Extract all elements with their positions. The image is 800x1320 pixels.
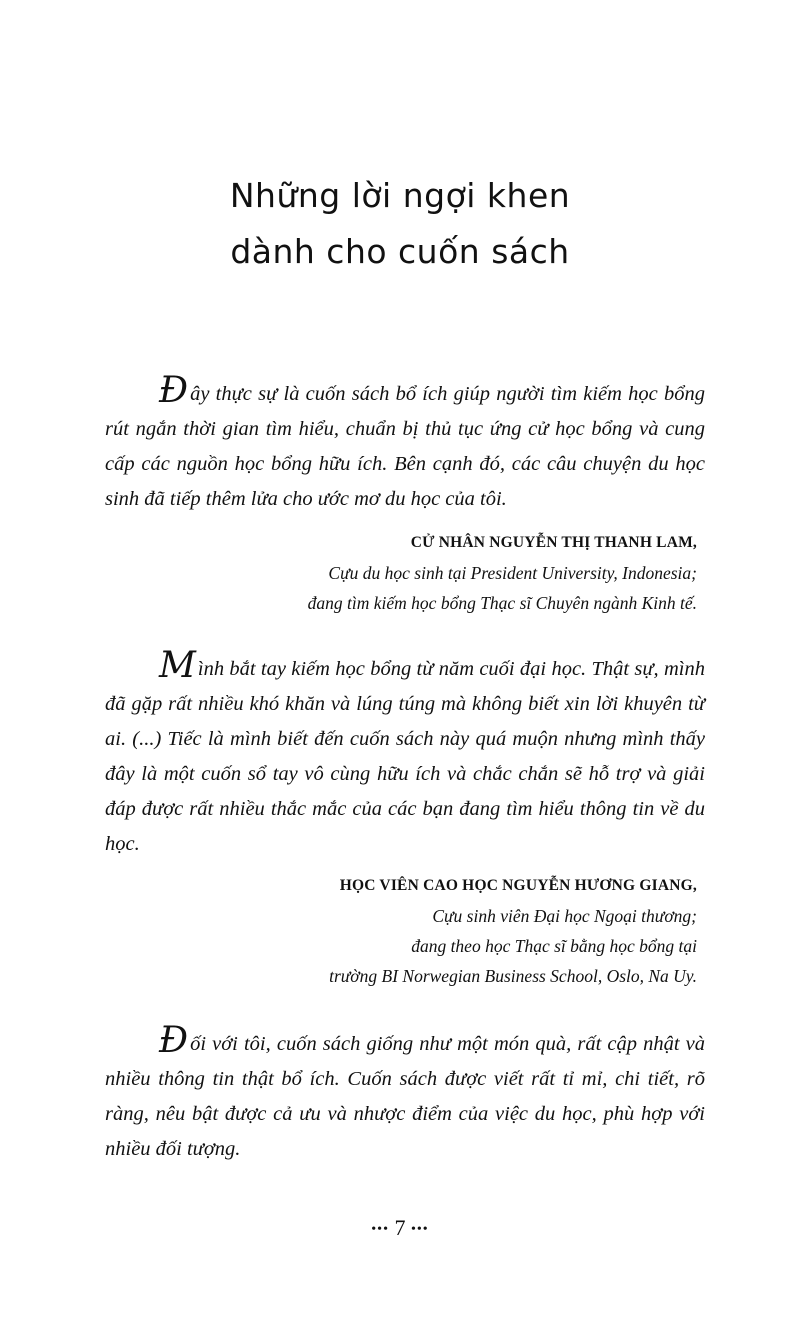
author-desc-line: trường BI Norwegian Business School, Oslo, Na Uy. xyxy=(329,966,697,986)
ornament-dots-left: ••• xyxy=(371,1222,389,1237)
author-desc-line: Cựu du học sinh tại President University, Indonesia; xyxy=(328,563,697,583)
page-title xyxy=(0,168,800,280)
page-number: 7 xyxy=(394,1215,406,1240)
author-name: HỌC VIÊN CAO HỌC NGUYỄN HƯƠNG GIANG, xyxy=(339,877,697,894)
drop-cap: M xyxy=(159,645,196,686)
author-desc-line: đang theo học Thạc sĩ bằng học bổng tại xyxy=(411,936,697,956)
drop-cap: Đ xyxy=(159,370,189,411)
title-line-1: Những lời ngợi khen xyxy=(229,176,571,215)
testimonial-body: ây thực sự là cuốn sách bổ ích giúp người tìm kiếm học bổng rút ngắn thời gian tìm hiểu, chuẩn bị thủ tục ứng cử học bổng và cung cấp các nguồn học bổng hữu ích. Bên cạnh đó, các câu chuyện du học sinh đã tiếp thêm lửa cho ước mơ du học của tôi. xyxy=(105,383,705,510)
drop-cap: Đ xyxy=(159,1020,189,1061)
testimonial-body: ối với tôi, cuốn sách giống như một món quà, rất cập nhật và nhiều thông tin thật bổ ích. Cuốn sách được viết rất tỉ mỉ, chi tiết, rõ ràng, nêu bật được cả ưu và nhược điểm của việc du học, phù hợp với nhiều đối tượng. xyxy=(105,1033,705,1160)
author-desc-line: đang tìm kiếm học bổng Thạc sĩ Chuyên ngành Kinh tế. xyxy=(307,593,697,613)
author-name: CỬ NHÂN NGUYỄN THỊ THANH LAM, xyxy=(410,534,697,551)
testimonial-2-attribution xyxy=(329,871,697,991)
title-line-2: dành cho cuốn sách xyxy=(230,232,570,271)
ornament-dots-right: ••• xyxy=(411,1222,429,1237)
testimonial-1-attribution xyxy=(308,528,697,618)
testimonial-2-text xyxy=(105,645,705,862)
testimonial-body: ình bắt tay kiếm học bổng từ năm cuối đại học. Thật sự, mình đã gặp rất nhiều khó khăn và lúng túng mà không biết xin lời khuyên từ ai. (...) Tiếc là mình biết đến cuốn sách này quá muộn nhưng mình thấy đây là một cuốn sổ tay vô cùng hữu ích và chắc chắn sẽ hỗ trợ và giải đáp được rất nhiều thắc mắc của các bạn đang tìm hiểu thông tin về du học. xyxy=(105,658,705,855)
testimonial-1-text xyxy=(105,370,705,517)
testimonial-3-text xyxy=(105,1020,705,1167)
page-number-footer xyxy=(0,1213,800,1245)
author-desc-line: Cựu sinh viên Đại học Ngoại thương; xyxy=(432,906,697,926)
